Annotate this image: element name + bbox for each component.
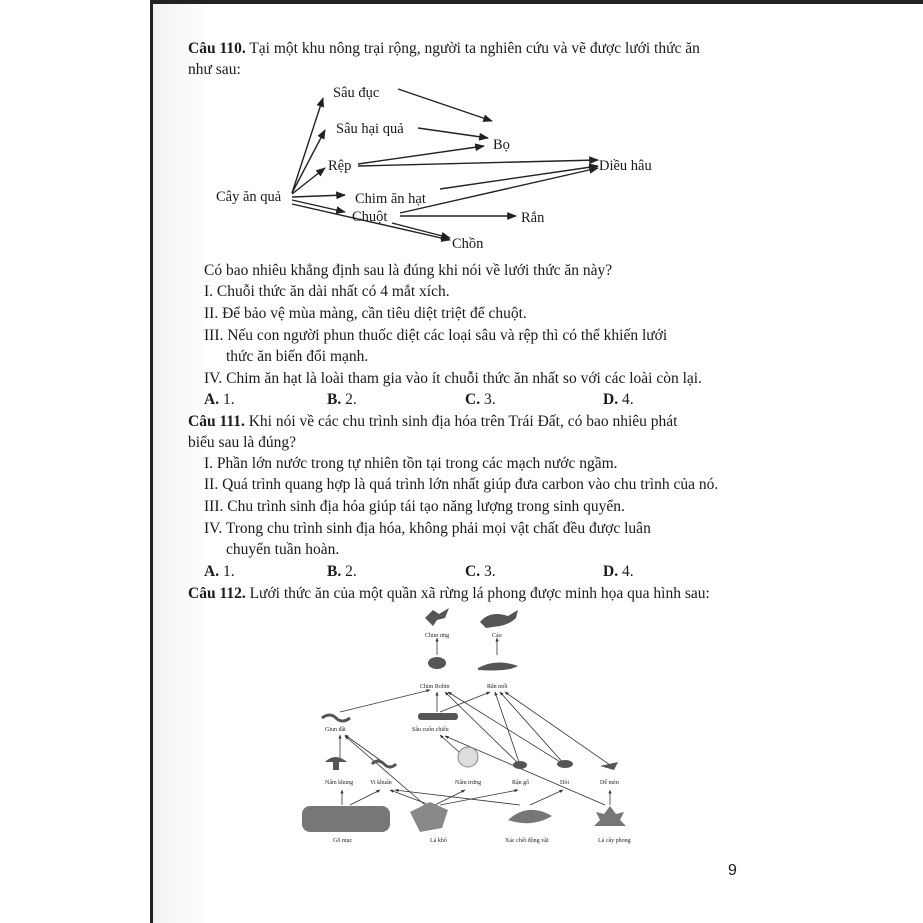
q110-statement-3a: III. Nếu con người phun thuốc diệt các loại sâu và rệp thì có thể khiến lưới xyxy=(204,327,668,344)
link-lakho-giun xyxy=(345,736,425,805)
q111-label: Câu 111. xyxy=(188,413,245,430)
q111-statement-4b: chuyển tuần hoàn. xyxy=(226,541,340,558)
maple-leaf-icon xyxy=(594,806,626,826)
q110-option-a-letter: A. xyxy=(204,391,220,408)
skink-icon xyxy=(478,662,518,670)
node-bo: Bọ xyxy=(493,137,510,153)
bacteria-icon xyxy=(372,761,396,767)
label-giun-dat: Giun đất xyxy=(325,727,346,733)
q111-text2: biểu sau là đúng? xyxy=(188,434,297,451)
millipede-icon xyxy=(418,713,458,720)
eagle-icon xyxy=(425,608,449,626)
q110-option-c-letter: C. xyxy=(465,391,481,408)
link-xac-doi xyxy=(530,790,563,805)
label-de-men: Dế mèn xyxy=(600,780,619,786)
link-demen-ranmoi xyxy=(505,692,610,765)
link-rango-ranmoi xyxy=(495,692,520,765)
q111-option-d-text: 4. xyxy=(618,563,634,580)
q111-statement-2: II. Quá trình quang hợp là quá trình lớn nhất giúp đưa carbon vào chu trình của nó. xyxy=(204,476,719,493)
label-chim-robin: Chim Robin xyxy=(420,684,450,690)
q110-option-b-letter: B. xyxy=(327,391,342,408)
q111-statement-4a: IV. Trong chu trình sinh địa hóa, không phải mọi vật chất đều được luân xyxy=(204,520,651,537)
q111-option-b-letter: B. xyxy=(327,563,342,580)
label-doi: Dòi xyxy=(560,780,569,786)
q111-option-a-letter: A. xyxy=(204,563,220,580)
mushroom-icon xyxy=(325,757,347,770)
q111-statement-3: III. Chu trình sinh địa hóa giúp tái tạo năng lượng trong sinh quyển. xyxy=(204,498,625,515)
q110-label: Câu 110. xyxy=(188,40,246,57)
maggot-icon xyxy=(557,760,573,768)
label-vi-khuan: Vi khuẩn xyxy=(370,780,392,786)
q110-statement-2: II. Để bảo vệ mùa màng, cần tiêu diệt triệt để chuột. xyxy=(204,305,527,322)
q110-prompt: Có bao nhiêu khẳng định sau là đúng khi nói về lưới thức ăn này? xyxy=(204,262,613,279)
q110-option-a-text: 1. xyxy=(219,391,235,408)
q112-text1: Lưới thức ăn của một quần xã rừng lá phong được minh họa qua hình sau: xyxy=(245,585,710,602)
q110-option-b-text: 2. xyxy=(341,391,357,408)
fox-icon xyxy=(480,610,518,628)
node-chon: Chồn xyxy=(452,236,484,252)
q110-option-d-text: 4. xyxy=(618,391,634,408)
q110-statement-3b: thức ăn biến đổi mạnh. xyxy=(226,348,369,365)
q111-option-c-letter: C. xyxy=(465,563,481,580)
node-rep: Rệp xyxy=(328,158,352,174)
animal-carcass-icon xyxy=(508,810,552,823)
earthworm-icon xyxy=(322,715,350,721)
fungus-egg-icon xyxy=(458,747,478,767)
q110-option-c-text: 3. xyxy=(480,391,496,408)
node-chim-an-hat: Chim ăn hạt xyxy=(355,191,426,207)
dry-leaves-icon xyxy=(410,802,448,832)
link-laphong-sau xyxy=(445,736,605,805)
node-sau-hai-qua: Sâu hại quả xyxy=(336,121,404,137)
rotten-log-icon xyxy=(302,806,390,832)
label-ran-moi: Rắn mối xyxy=(487,684,508,690)
label-la-kho: Lá khô xyxy=(430,838,447,844)
q111-option-b-text: 2. xyxy=(341,563,357,580)
label-la-cay-phong: Lá cây phong xyxy=(598,838,631,844)
label-chim-ung: Chim ưng xyxy=(425,633,450,639)
link-gomuc-vikhuan xyxy=(350,790,380,805)
label-go-muc: Gỗ mục xyxy=(333,838,353,844)
robin-bird-icon xyxy=(428,657,446,669)
link-lakho-rango xyxy=(440,790,518,805)
q110-option-d-letter: D. xyxy=(603,391,619,408)
q110-statement-4: IV. Chim ăn hạt là loài tham gia vào ít chuỗi thức ăn nhất so với các loài còn lại. xyxy=(204,370,702,387)
q110-text2: như sau: xyxy=(188,61,241,78)
q110-text1: Tại một khu nông trại rộng, người ta nghiên cứu và vẽ được lưới thức ăn xyxy=(245,40,700,57)
node-cay-an-qua: Cây ăn quả xyxy=(216,189,282,205)
q111-option-d-letter: D. xyxy=(603,563,619,580)
node-dieu-hau: Diều hâu xyxy=(599,158,652,174)
q111-statement-1: I. Phần lớn nước trong tự nhiên tồn tại trong các mạch nước ngầm. xyxy=(204,455,618,472)
q110-statement-1: I. Chuỗi thức ăn dài nhất có 4 mắt xích. xyxy=(204,283,450,300)
link-xac-vikhuan xyxy=(395,790,520,805)
label-sau-cuon-chieu: Sâu cuốn chiếu xyxy=(412,727,449,733)
label-nam-khung: Nấm khung xyxy=(325,780,354,786)
label-ran-go: Rận gỗ xyxy=(512,780,530,786)
link-rango-robin xyxy=(445,692,520,765)
woodlouse-icon xyxy=(513,761,527,769)
page-number: 9 xyxy=(728,862,737,879)
label-nam-trung: Nấm trứng xyxy=(455,780,482,786)
node-chuot: Chuột xyxy=(352,209,388,225)
link-doi-ranmoi xyxy=(500,692,565,765)
q112-label: Câu 112. xyxy=(188,585,246,602)
q111-text1: Khi nói về các chu trình sinh địa hóa trên Trái Đất, có bao nhiêu phát xyxy=(244,413,678,430)
label-xac-chet: Xác chết động vật xyxy=(505,838,549,844)
q111-option-c-text: 3. xyxy=(480,563,496,580)
link-giun-robin xyxy=(340,690,430,712)
node-ran: Rắn xyxy=(521,210,545,226)
link-vikhuan-giun xyxy=(345,735,380,760)
cricket-icon xyxy=(600,762,618,770)
q111-option-a-text: 1. xyxy=(219,563,235,580)
node-sau-duc: Sâu đục xyxy=(333,85,380,101)
link-sau-ranmoi xyxy=(440,692,490,712)
label-cao: Cáo xyxy=(492,633,502,639)
